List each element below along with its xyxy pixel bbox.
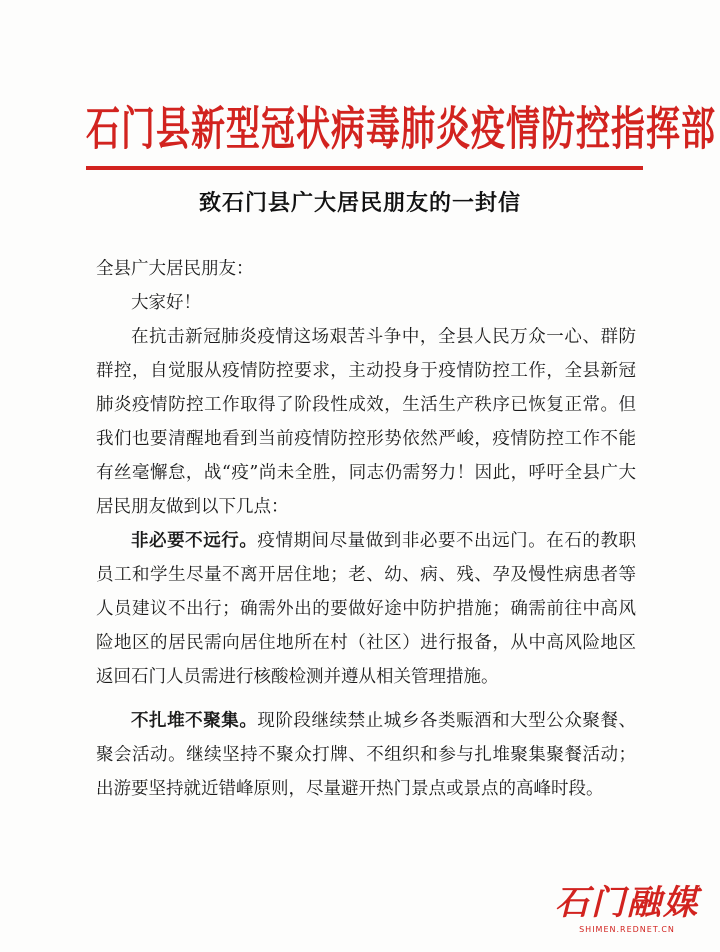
point-heading: 非必要不远行。 [131,531,258,551]
media-logo-watermark [552,883,702,934]
org-title: 石门县新型冠状病毒肺炎疫情防控指挥部 [86,102,716,157]
point-text: 疫情期间尽量做到非必要不出远门。在石的教职员工和学生尽量不离开居住地；老、幼、病、残、孕及慢性病患者等人员建议不出行；确需外出的要做好途中防护措施；确需前往中高风险地区的居民需向居住地所在村（社区）进行报备，从中高风险地区返回石门人员需进行核酸检测并遵从相关管理措施。 [96,531,637,687]
point-heading: 不扎堆不聚集。 [131,711,258,731]
intro-paragraph: 在抗击新冠肺炎疫情这场艰苦斗争中，全县人民万众一心、群防群控，自觉服从疫情防控要求，主动投身于疫情防控工作，全县新冠肺炎疫情防控工作取得了阶段性成效，生活生产秩序已恢复正常。但我们也要清醒地看到当前疫情防控形势依然严峻，疫情防控工作不能有丝毫懈怠，战“疫”尚未全胜，同志仍需努力！因此，呼吁全县广大居民朋友做到以下几点： [96,327,636,517]
point-paragraph [96,704,636,806]
greeting: 大家好！ [131,293,201,313]
red-header-rule [86,166,643,170]
point-text: 现阶段继续禁止城乡各类赈酒和大型公众聚餐、聚会活动。继续坚持不聚众打牌、不组织和参与扎堆聚集聚餐活动；出游要坚持就近错峰原则，尽量避开热门景点或景点的高峰时段。 [96,711,637,799]
point-paragraph [96,524,636,694]
salutation: 全县广大居民朋友： [96,259,254,279]
letter-body [96,252,636,806]
logo-text: 石门融媒 [555,883,699,923]
logo-url: SHIMEN.REDNET.CN [579,925,675,934]
letter-title: 致石门县广大居民朋友的一封信 [198,191,521,216]
